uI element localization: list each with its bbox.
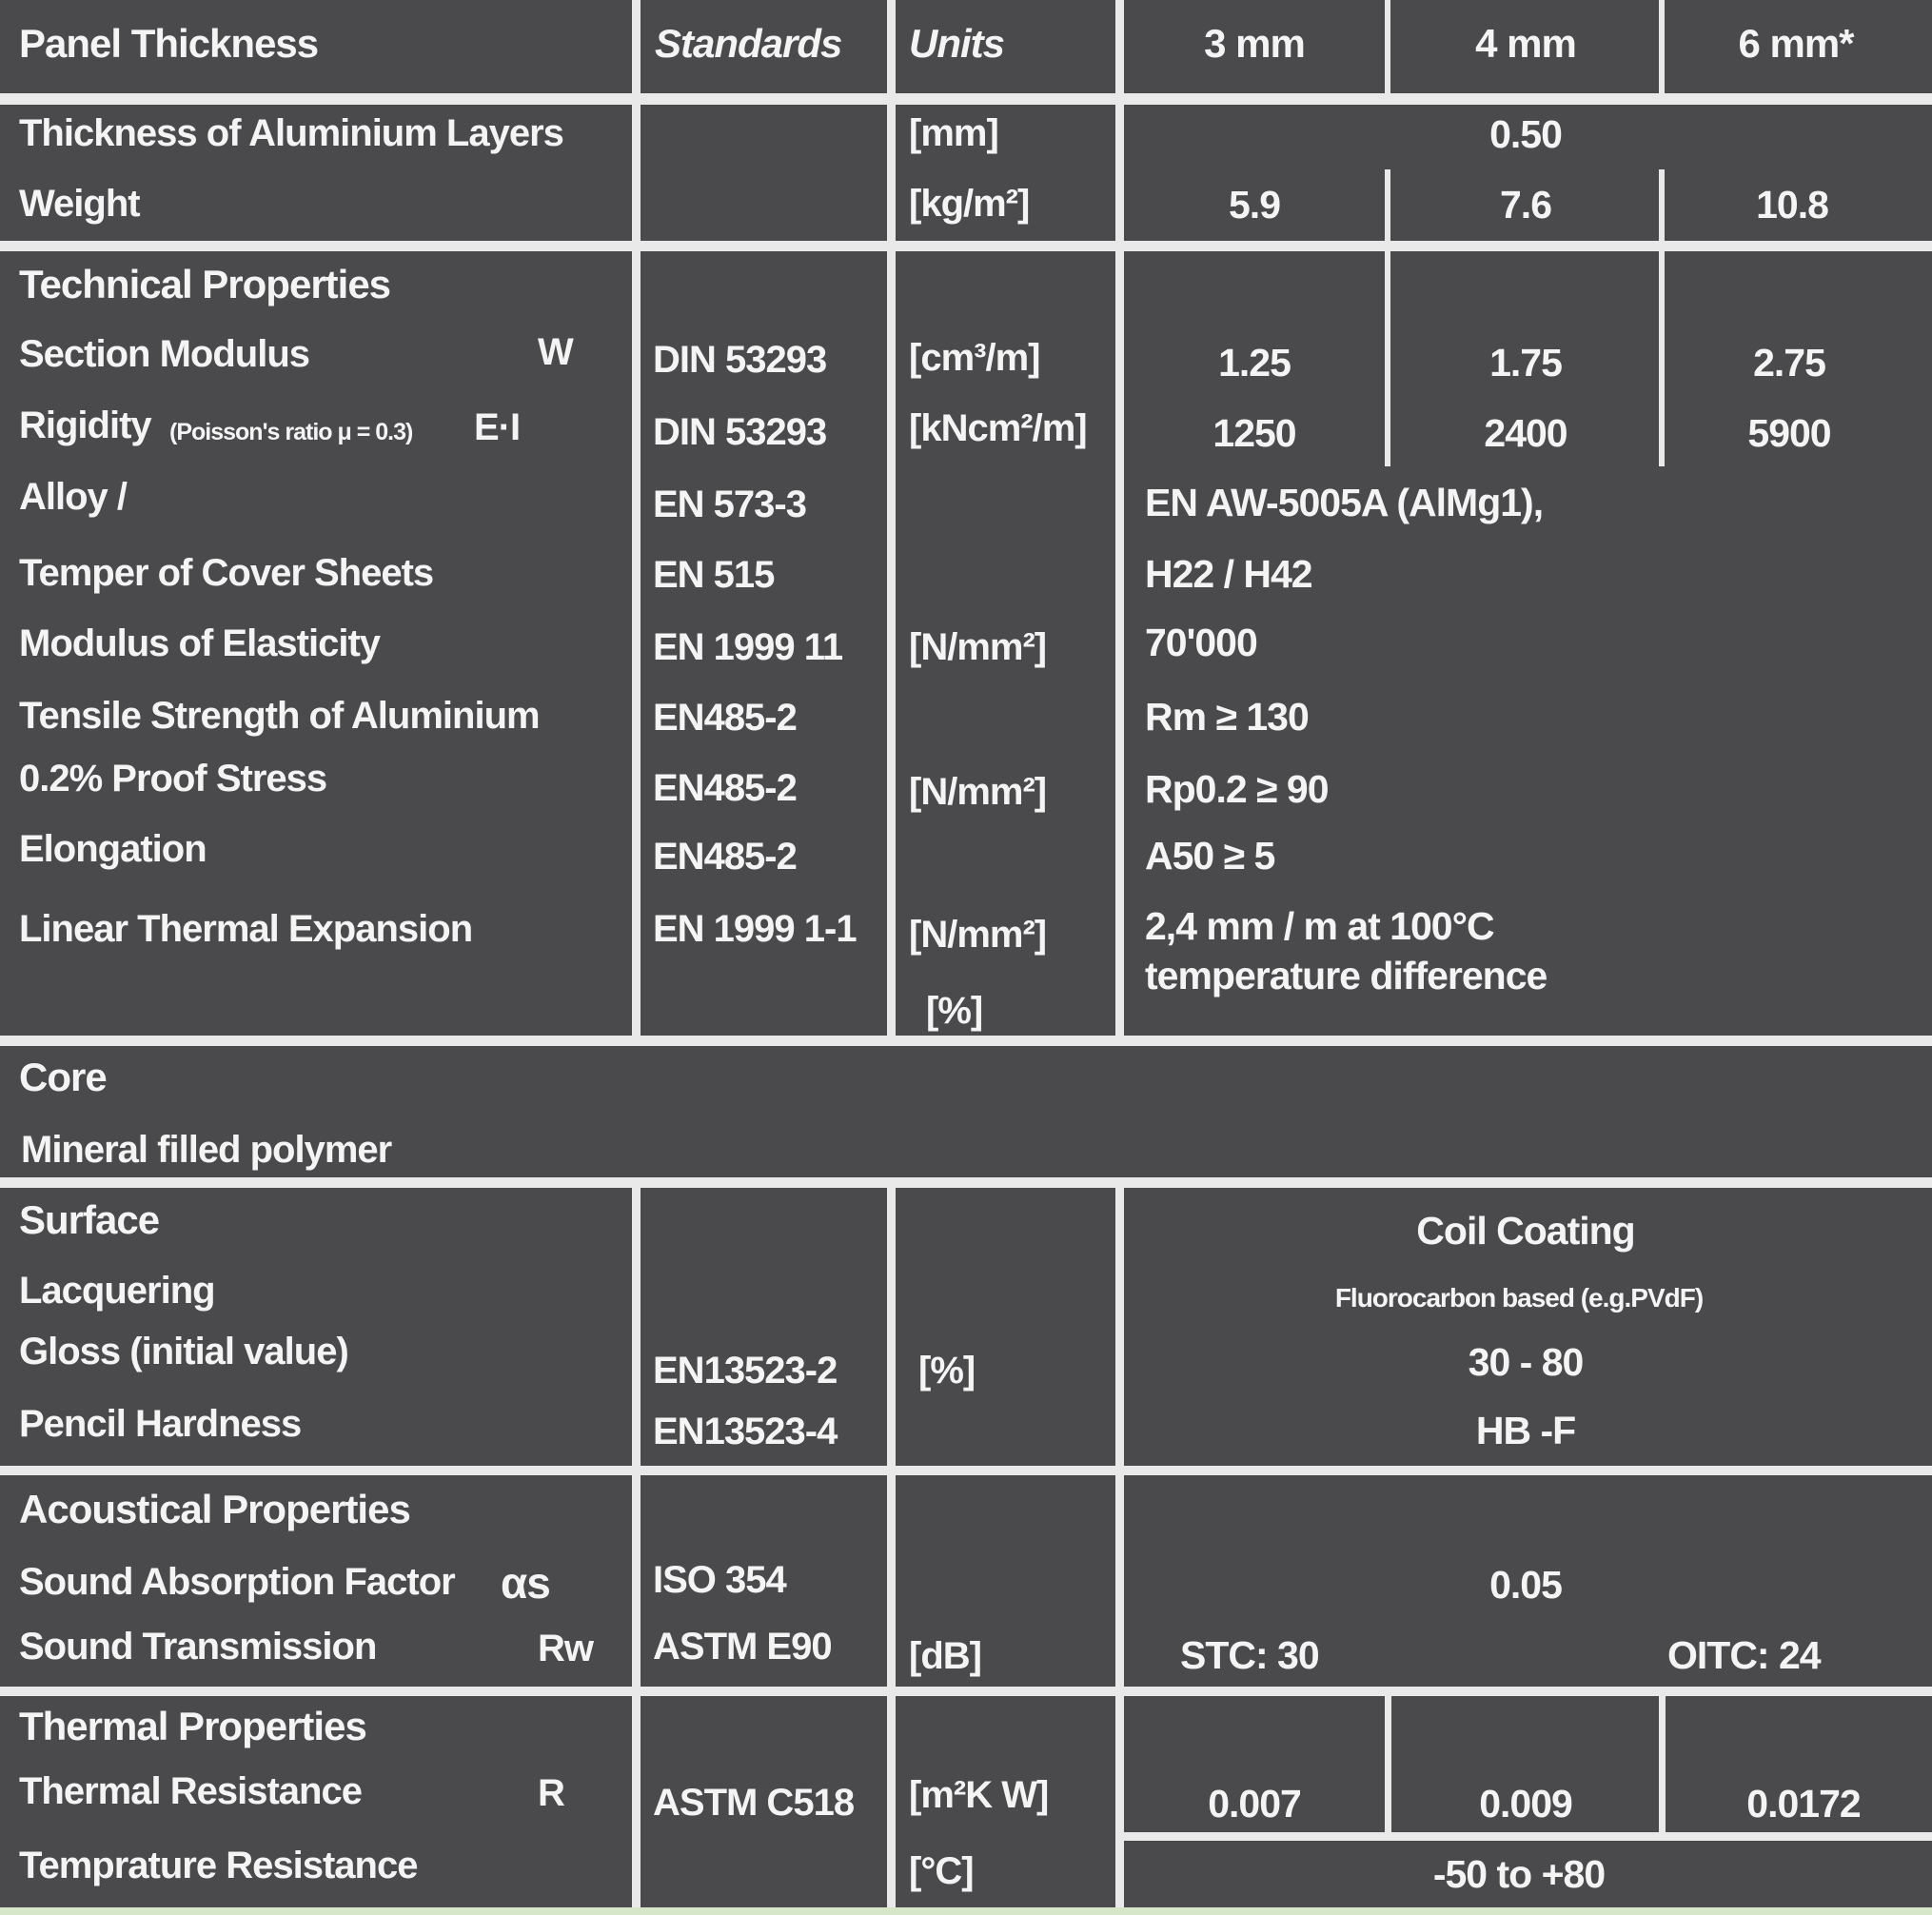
rigidity-unit: [kNcm²/m] — [909, 407, 1087, 449]
thermal-resistance-3mm: 0.007 — [1208, 1782, 1301, 1826]
rigidity-6mm: 5900 — [1747, 411, 1831, 455]
thermal-expansion-unit: [N/mm²] — [909, 914, 1047, 956]
thermal-resistance-standard: ASTM C518 — [653, 1782, 855, 1824]
row-divider — [0, 1466, 1932, 1475]
alloy-standard: EN 573-3 — [653, 484, 806, 525]
absorption-symbol: αs — [501, 1558, 550, 1608]
column-divider — [632, 1188, 641, 1466]
tensile-label: Tensile Strength of Aluminium — [19, 695, 540, 737]
thickness-layers-value: 0.50 — [1489, 112, 1562, 156]
elongation-value: A50 ≥ 5 — [1145, 834, 1275, 878]
thermal-resistance-symbol: R — [538, 1772, 564, 1814]
pencil-label: Pencil Hardness — [19, 1403, 302, 1445]
weight-4mm: 7.6 — [1500, 183, 1551, 227]
transmission-oitc: OITC: 24 — [1667, 1633, 1821, 1677]
column-divider — [1115, 0, 1124, 1036]
thickness-layers-label: Thickness of Aluminium Layers — [19, 112, 563, 154]
column-divider — [887, 0, 896, 1036]
column-divider — [1385, 1696, 1391, 1832]
surface-title: Surface — [19, 1197, 160, 1242]
elongation-label: Elongation — [19, 828, 207, 870]
section-modulus-3mm: 1.25 — [1218, 341, 1291, 385]
column-divider — [887, 1475, 896, 1687]
core-value: Mineral filled polymer — [21, 1129, 392, 1171]
transmission-stc: STC: 30 — [1180, 1633, 1319, 1677]
acoustical-title: Acoustical Properties — [19, 1487, 410, 1531]
thermal-expansion-unit-pct: [%] — [926, 990, 983, 1032]
thermal-resistance-6mm: 0.0172 — [1746, 1782, 1861, 1826]
weight-3mm: 5.9 — [1229, 183, 1280, 227]
column-divider — [1385, 0, 1390, 93]
rigidity-3mm: 1250 — [1212, 411, 1296, 455]
row-divider — [0, 1036, 1932, 1046]
section-modulus-6mm: 2.75 — [1753, 341, 1825, 385]
proof-unit: [N/mm²] — [909, 771, 1047, 813]
column-divider — [632, 0, 641, 1036]
temp-resistance-value: -50 to +80 — [1432, 1852, 1606, 1896]
thermal-resistance-4mm: 0.009 — [1479, 1782, 1572, 1826]
thermal-expansion-standard: EN 1999 1-1 — [653, 908, 857, 950]
row-divider — [0, 241, 1932, 251]
transmission-standard: ASTM E90 — [653, 1626, 832, 1668]
lacquering-label: Lacquering — [19, 1270, 215, 1312]
row-divider — [0, 93, 1932, 105]
absorption-value: 0.05 — [1489, 1563, 1562, 1607]
thermal-resistance-label: Thermal Resistance — [19, 1770, 362, 1812]
thermal-expansion-value-2: temperature difference — [1145, 954, 1548, 997]
modulus-unit: [N/mm²] — [909, 626, 1047, 668]
gloss-value: 30 - 80 — [1468, 1340, 1584, 1384]
bottom-edge-strip — [0, 1907, 1932, 1915]
pencil-value: HB -F — [1475, 1409, 1576, 1452]
core-title: Core — [19, 1055, 107, 1099]
absorption-standard: ISO 354 — [653, 1559, 786, 1601]
weight-unit: [kg/m²] — [909, 183, 1030, 225]
tensile-standard: EN485-2 — [653, 697, 797, 739]
header-4mm: 4 mm — [1475, 21, 1576, 66]
column-divider — [632, 1475, 641, 1687]
gloss-unit: [%] — [918, 1350, 976, 1392]
rigidity-4mm: 2400 — [1484, 411, 1567, 455]
alloy-value: EN AW-5005A (AlMg1), — [1145, 481, 1544, 524]
modulus-value: 70'000 — [1145, 621, 1257, 664]
row-divider — [1120, 1832, 1932, 1841]
alloy-label: Alloy / — [19, 476, 128, 518]
column-divider — [887, 1696, 896, 1907]
column-divider — [1659, 1696, 1666, 1832]
column-divider — [1659, 0, 1665, 93]
weight-6mm: 10.8 — [1756, 183, 1828, 227]
surface-coating: Coil Coating — [1416, 1209, 1635, 1253]
temper-standard: EN 515 — [653, 554, 775, 596]
section-modulus-unit: [cm³/m] — [909, 337, 1040, 379]
header-6mm: 6 mm* — [1738, 21, 1854, 66]
temper-value: H22 / H42 — [1145, 552, 1312, 596]
rigidity-symbol: E·I — [474, 406, 521, 448]
transmission-unit: [dB] — [909, 1635, 981, 1677]
technical-properties-title: Technical Properties — [19, 262, 391, 306]
section-modulus-symbol: W — [538, 331, 573, 373]
proof-standard: EN485-2 — [653, 767, 797, 809]
absorption-label: Sound Absorption Factor — [19, 1561, 455, 1603]
transmission-label: Sound Transmission — [19, 1626, 377, 1668]
column-divider — [1659, 169, 1665, 241]
modulus-standard: EN 1999 11 — [653, 626, 843, 668]
header-3mm: 3 mm — [1204, 21, 1305, 66]
section-modulus-4mm: 1.75 — [1489, 341, 1562, 385]
thermal-resistance-unit: [m²K W] — [909, 1774, 1049, 1816]
elongation-standard: EN485-2 — [653, 836, 797, 878]
column-divider — [1385, 169, 1390, 241]
thermal-expansion-label: Linear Thermal Expansion — [19, 908, 473, 950]
lacquering-value: Fluorocarbon based (e.g.PVdF) — [1334, 1283, 1704, 1313]
gloss-standard: EN13523-2 — [653, 1350, 838, 1392]
section-modulus-label: Section Modulus — [19, 333, 309, 375]
thermal-properties-title: Thermal Properties — [19, 1704, 366, 1748]
row-divider — [0, 1687, 1932, 1696]
column-divider — [1115, 1696, 1124, 1907]
thickness-layers-unit: [mm] — [909, 112, 998, 154]
pencil-standard: EN13523-4 — [653, 1411, 838, 1452]
rigidity-standard: DIN 53293 — [653, 411, 827, 453]
proof-label: 0.2% Proof Stress — [19, 758, 327, 800]
column-divider — [1385, 251, 1390, 466]
temp-resistance-label: Temprature Resistance — [19, 1845, 418, 1886]
temper-label: Temper of Cover Sheets — [19, 552, 434, 594]
temp-resistance-unit: [°C] — [909, 1850, 974, 1892]
column-divider — [1115, 1475, 1124, 1687]
proof-value: Rp0.2 ≥ 90 — [1145, 767, 1329, 811]
transmission-symbol: Rw — [538, 1628, 593, 1669]
section-modulus-standard: DIN 53293 — [653, 339, 827, 381]
modulus-label: Modulus of Elasticity — [19, 622, 381, 664]
row-divider — [0, 1177, 1932, 1188]
header-panel-thickness: Panel Thickness — [19, 21, 319, 66]
header-units: Units — [909, 21, 1004, 66]
rigidity-label: Rigidity — [19, 405, 151, 446]
column-divider — [632, 1696, 641, 1907]
column-divider — [887, 1188, 896, 1466]
column-divider — [1115, 1188, 1124, 1466]
tensile-value: Rm ≥ 130 — [1145, 695, 1309, 739]
thermal-expansion-value: 2,4 mm / m at 100°C — [1145, 904, 1494, 948]
gloss-label: Gloss (initial value) — [19, 1331, 348, 1372]
rigidity-note: (Poisson's ratio μ = 0.3) — [169, 419, 413, 445]
weight-label: Weight — [19, 183, 140, 225]
header-standards: Standards — [655, 21, 842, 66]
column-divider — [1659, 251, 1665, 466]
